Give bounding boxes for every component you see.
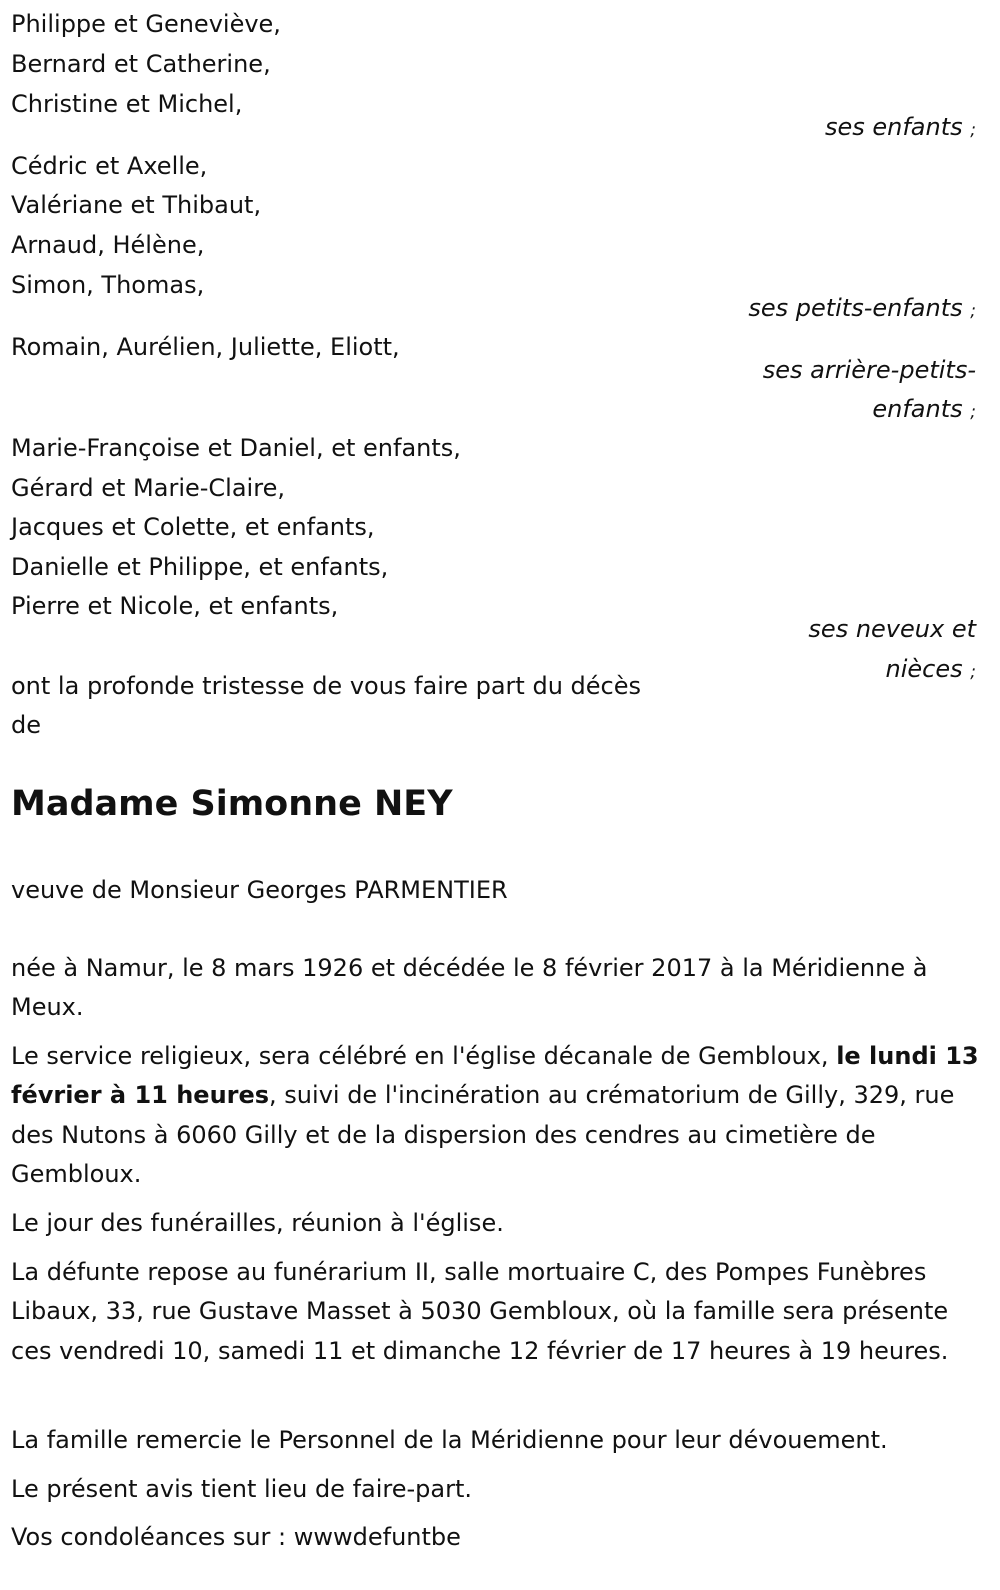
nephew-line-2: Gérard et Marie-Claire, (11, 474, 285, 502)
funeral-day-paragraph: Le jour des funérailles, réunion à l'église. (11, 1209, 504, 1237)
child-line-1: Philippe et Geneviève, (11, 10, 281, 38)
deceased-name: Madame Simonne NEY (11, 784, 453, 824)
child-line-3: Christine et Michel, (11, 90, 243, 118)
nephew-line-4: Danielle et Philippe, et enfants, (11, 553, 389, 581)
great-grandchildren-role-line-2 (872, 394, 976, 427)
service-paragraph (11, 1037, 981, 1194)
thanks-paragraph: La famille remercie le Personnel de la Méridienne pour leur dévouement. (11, 1426, 888, 1454)
child-line-2: Bernard et Catherine, (11, 50, 271, 78)
grandchild-line-1: Cédric et Axelle, (11, 152, 208, 180)
condolences-paragraph: Vos condoléances sur : wwwdefuntbe (11, 1523, 461, 1551)
nephew-line-1: Marie-Françoise et Daniel, et enfants, (11, 434, 461, 462)
spouse-line: veuve de Monsieur Georges PARMENTIER (11, 876, 508, 904)
grandchildren-role-semicolon: ; (970, 301, 976, 321)
nephews-role-semicolon: ; (970, 662, 976, 682)
grandchildren-role-label (748, 293, 976, 326)
children-role-text: ses enfants (824, 113, 963, 141)
great-grandchild-line-1: Romain, Aurélien, Juliette, Eliott, (11, 333, 400, 361)
service-text-before: Le service religieux, sera célébré en l'église décanale de Gembloux, (11, 1042, 837, 1070)
nephew-line-3: Jacques et Colette, et enfants, (11, 513, 375, 541)
repose-paragraph: La défunte repose au funérarium II, salle mortuaire C, des Pompes Funèbres Libaux, 33, rue Gustave Masset à 5030 Gembloux, où la famille sera présente ces vendredi 10, samedi 11 et dimanche 12 février de 17 heures à 19 heures. (11, 1258, 949, 1365)
grandchildren-role-text: ses petits-enfants (748, 294, 963, 322)
nephews-role-line-1: ses neveux et (808, 615, 976, 643)
children-role-semicolon: ; (970, 120, 976, 140)
announcement-line-1: ont la profonde tristesse de vous faire part du décès (11, 672, 641, 700)
grandchild-line-4: Simon, Thomas, (11, 271, 205, 299)
birth-death-paragraph: née à Namur, le 8 mars 1926 et décédée le 8 février 2017 à la Méridienne à Meux. (11, 954, 928, 1022)
nephew-line-5: Pierre et Nicole, et enfants, (11, 592, 339, 620)
great-grandchildren-role-semicolon: ; (970, 402, 976, 422)
nephews-role-line-2 (886, 654, 976, 687)
notice-paragraph: Le présent avis tient lieu de faire-part. (11, 1475, 473, 1503)
children-role-label (825, 112, 976, 145)
service-text-after: , suivi de l'incinération au crématorium de Gilly, 329, rue des Nutons à 6060 Gilly et de la dispersion des cendres au cimetière de Gembloux. (11, 1081, 955, 1188)
grandchild-line-2: Valériane et Thibaut, (11, 191, 262, 219)
service-date-bold: le lundi 13 février à 11 heures (11, 1042, 979, 1110)
great-grandchildren-role-text: enfants (872, 395, 963, 423)
nephews-role-text: nièces (885, 655, 963, 683)
great-grandchildren-role-line-1: ses arrière-petits- (762, 356, 976, 384)
announcement-line-2: de (11, 711, 41, 739)
grandchild-line-3: Arnaud, Hélène, (11, 231, 205, 259)
